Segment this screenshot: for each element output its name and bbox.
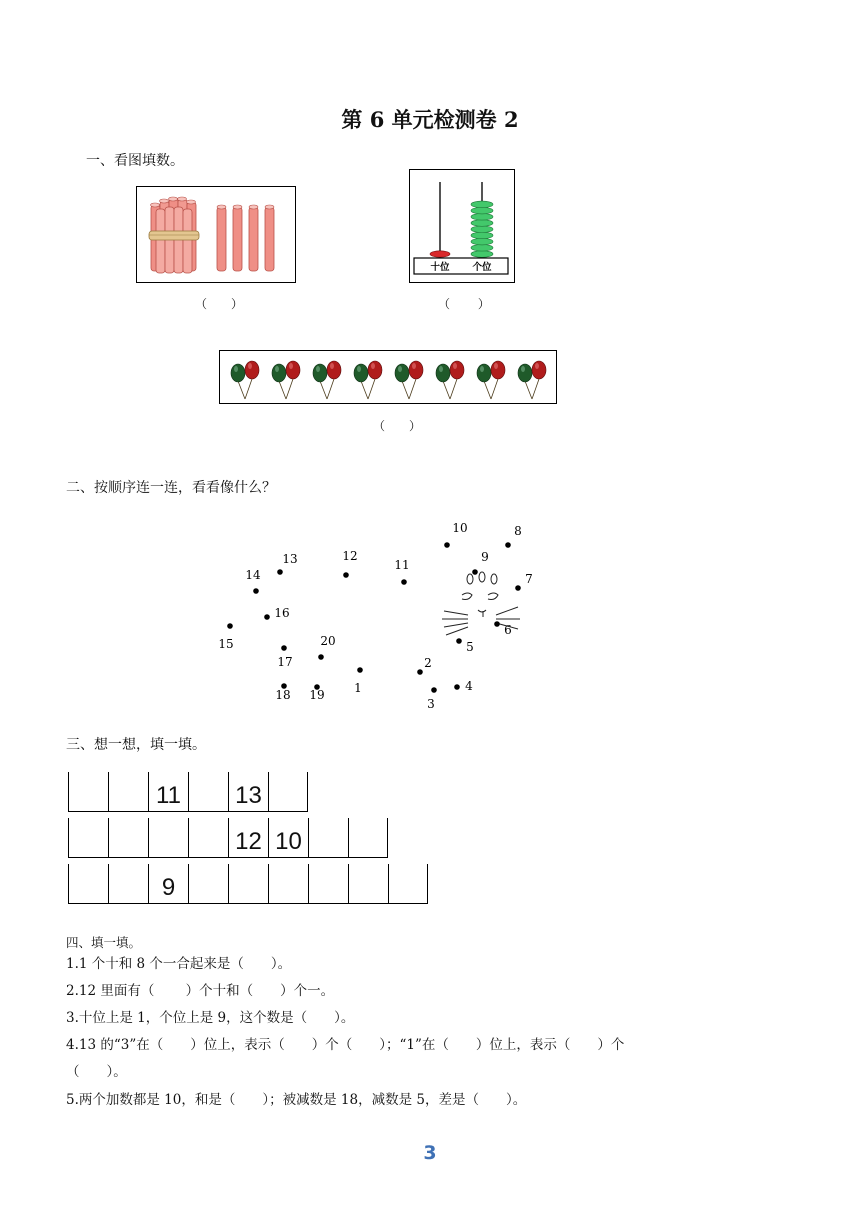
grid-cell-blank[interactable]: [148, 818, 188, 858]
grid-cell-given: 13: [228, 772, 268, 812]
question-2: 2.12 里面有（ ）个十和（ ）个一。: [66, 983, 335, 999]
dot-11[interactable]: [401, 579, 407, 585]
grid-cell-given: 11: [148, 772, 188, 812]
grid-cell-blank[interactable]: [348, 818, 388, 858]
dot-3[interactable]: [431, 687, 437, 693]
grid-cell-blank[interactable]: [388, 864, 428, 904]
grid-cell-blank[interactable]: [228, 864, 268, 904]
grid-cell-blank[interactable]: [108, 864, 148, 904]
dot-label-19: 19: [309, 688, 325, 702]
ones-bead: [471, 207, 493, 214]
balloon-pair: [313, 361, 341, 399]
dot-label-18: 18: [275, 688, 291, 702]
ones-bead: [471, 226, 493, 233]
figure-1-answer[interactable]: （ ）: [195, 297, 244, 311]
dot-5[interactable]: [456, 638, 462, 644]
dot-4[interactable]: [454, 684, 460, 690]
grid-cell-blank[interactable]: [188, 864, 228, 904]
question-4-continued: （ ）。: [66, 1064, 127, 1080]
ones-bead: [471, 201, 493, 208]
dot-label-4: 4: [465, 679, 473, 693]
grid-cell-blank[interactable]: [308, 818, 348, 858]
dot-9[interactable]: [472, 569, 478, 575]
ones-bead: [471, 220, 493, 227]
ones-bead: [471, 251, 493, 258]
section-3-heading: 三、想一想，填一填。: [66, 737, 206, 753]
grid-cell-blank[interactable]: [268, 772, 308, 812]
dot-10[interactable]: [444, 542, 450, 548]
dot-label-20: 20: [320, 634, 336, 648]
balloon-pair: [518, 361, 546, 399]
dot-label-11: 11: [394, 558, 410, 572]
balloons-figure: [219, 350, 557, 404]
question-1: 1.1 个十和 8 个一合起来是（ ）。: [66, 956, 292, 972]
question-4: 4.13 的“3”在（ ）位上，表示（ ）个（ ）；“1”在（ ）位上，表示（ ）个: [66, 1037, 625, 1053]
ones-bead: [471, 232, 493, 239]
dot-20[interactable]: [318, 654, 324, 660]
ones-bead: [471, 245, 493, 252]
figure-3-answer[interactable]: （ ）: [373, 419, 422, 433]
page-title: 第 6 单元检测卷 2: [341, 107, 519, 132]
dot-label-14: 14: [245, 568, 261, 582]
connect-dots-puzzle: [200, 515, 560, 715]
grid-cell-blank[interactable]: [188, 772, 228, 812]
figure-2-answer[interactable]: （ ）: [438, 297, 490, 311]
grid-cell-blank[interactable]: [68, 772, 108, 812]
dot-label-8: 8: [514, 524, 522, 538]
dot-label-1: 1: [354, 681, 362, 695]
dot-7[interactable]: [515, 585, 521, 591]
balloon-pair: [354, 361, 382, 399]
dot-16[interactable]: [264, 614, 270, 620]
dot-label-5: 5: [466, 640, 474, 654]
balloon-pair: [231, 361, 259, 399]
dot-17[interactable]: [281, 645, 287, 651]
dot-13[interactable]: [277, 569, 283, 575]
grid-cell-blank[interactable]: [108, 818, 148, 858]
dot-label-13: 13: [282, 552, 298, 566]
ones-bead: [471, 214, 493, 221]
dot-label-3: 3: [427, 697, 435, 711]
section-1-heading: 一、看图填数。: [86, 153, 184, 169]
grid-cell-blank[interactable]: [108, 772, 148, 812]
stick-bundle: [149, 197, 199, 273]
balloons-illustration: [220, 351, 556, 403]
sticks-figure: [136, 186, 296, 283]
grid-cell-blank[interactable]: [268, 864, 308, 904]
dot-label-9: 9: [481, 550, 489, 564]
number-grid-row-3: [68, 864, 428, 904]
number-grid-row-2: [68, 818, 388, 858]
grid-cell-given: 12: [228, 818, 268, 858]
balloon-pair: [477, 361, 505, 399]
numbered-dots: [218, 521, 532, 711]
balloon-pair: [395, 361, 423, 399]
grid-cell-given: 10: [268, 818, 308, 858]
balloon-pair: [272, 361, 300, 399]
ones-beads: [471, 201, 493, 257]
section-4-heading: 四、填一填。: [66, 935, 142, 950]
tens-beads: [430, 251, 450, 257]
grid-cell-blank[interactable]: [348, 864, 388, 904]
dot-label-2: 2: [424, 656, 432, 670]
sticks-illustration: [137, 187, 295, 282]
dot-2[interactable]: [417, 669, 423, 675]
tens-bead: [430, 251, 450, 257]
grid-cell-blank[interactable]: [68, 818, 108, 858]
grid-cell-given: 9: [148, 864, 188, 904]
dot-label-7: 7: [525, 572, 533, 586]
dot-label-10: 10: [452, 521, 468, 535]
page-number: 3: [423, 1142, 437, 1164]
dot-15[interactable]: [227, 623, 233, 629]
dot-12[interactable]: [343, 572, 349, 578]
dot-6[interactable]: [494, 621, 500, 627]
dot-1[interactable]: [357, 667, 363, 673]
loose-sticks: [217, 205, 274, 271]
balloon-pair: [436, 361, 464, 399]
dot-label-16: 16: [274, 606, 290, 620]
ones-bead: [471, 238, 493, 245]
number-grid-row-1: [68, 772, 308, 812]
dot-label-17: 17: [277, 655, 293, 669]
question-5: 5.两个加数都是 10，和是（ ）；被减数是 18，减数是 5，差是（ ）。: [66, 1092, 527, 1108]
dot-14[interactable]: [253, 588, 259, 594]
grid-cell-blank[interactable]: [188, 818, 228, 858]
ones-label: 个位: [472, 262, 492, 273]
section-2-heading: 二、按顺序连一连，看看像什么？: [66, 480, 276, 496]
grid-cell-blank[interactable]: [68, 864, 108, 904]
abacus-figure: [409, 169, 515, 283]
abacus-illustration: [410, 170, 514, 282]
dot-8[interactable]: [505, 542, 511, 548]
dot-label-12: 12: [342, 549, 358, 563]
dot-label-6: 6: [504, 623, 512, 637]
tens-label: 十位: [430, 262, 450, 273]
grid-cell-blank[interactable]: [308, 864, 348, 904]
dot-label-15: 15: [218, 637, 234, 651]
question-3: 3.十位上是 1，个位上是 9，这个数是（ ）。: [66, 1010, 355, 1026]
